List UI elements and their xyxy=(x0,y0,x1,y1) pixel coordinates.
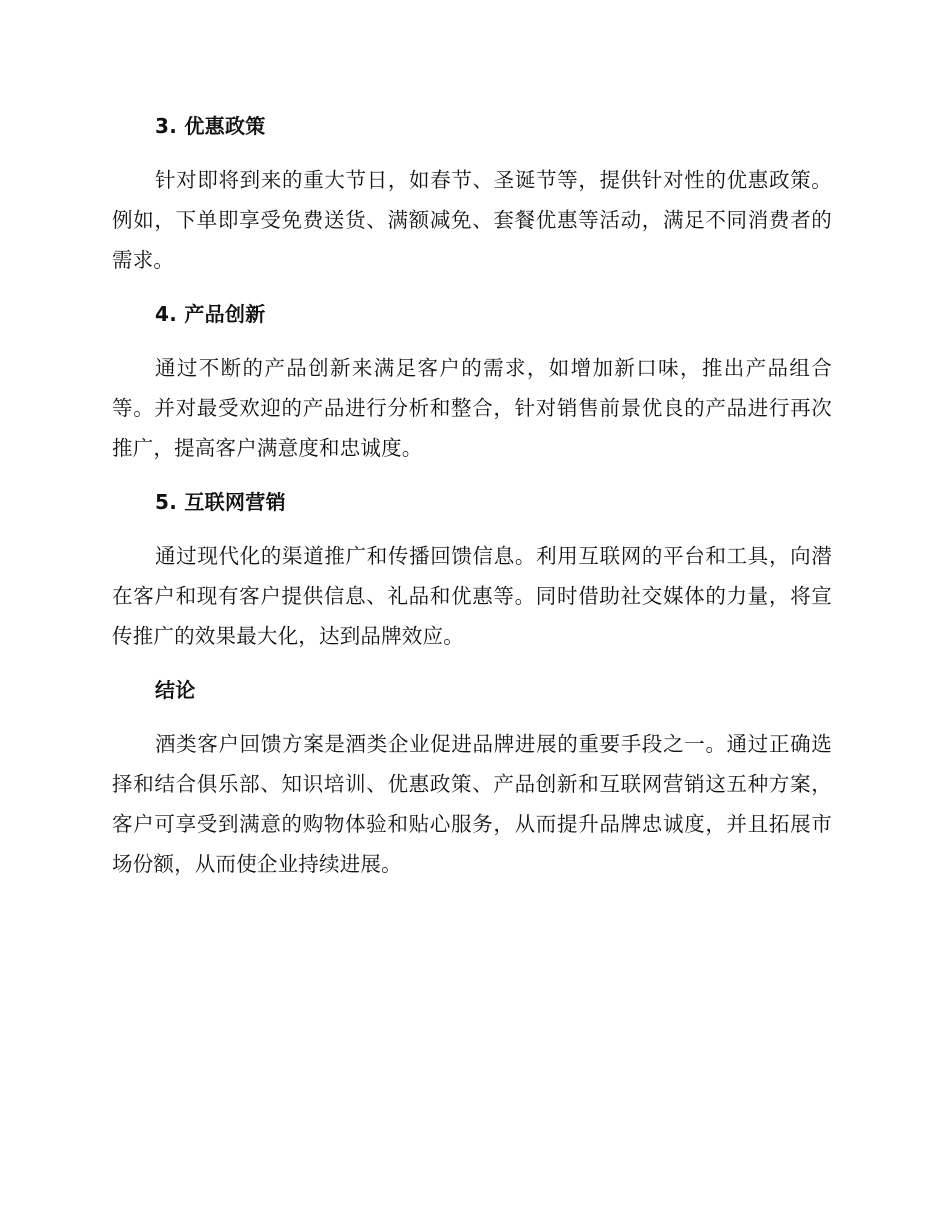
section-heading-internet-marketing: 5. 互联网营销 xyxy=(155,490,286,514)
document-body xyxy=(112,106,832,898)
section-paragraph-conclusion: 酒类客户回馈方案是酒类企业促进品牌进展的重要手段之一。通过正确选择和结合俱乐部、知识培训、优惠政策、产品创新和互联网营销这五种方案，客户可享受到满意的购物体验和贴心服务，从而提升品牌忠诚度，并且拓展市场份额，从而使企业持续进展。 xyxy=(112,732,832,876)
section-heading-conclusion: 结论 xyxy=(155,678,196,702)
section-heading-discount-policy: 3. 优惠政策 xyxy=(155,114,266,138)
section-heading-product-innovation: 4. 产品创新 xyxy=(155,302,266,326)
section-paragraph-product-innovation: 通过不断的产品创新来满足客户的需求，如增加新口味，推出产品组合等。并对最受欢迎的产品进行分析和整合，针对销售前景优良的产品进行再次推广，提高客户满意度和忠诚度。 xyxy=(112,356,832,460)
section-paragraph-discount-policy: 针对即将到来的重大节日，如春节、圣诞节等，提供针对性的优惠政策。例如，下单即享受免费送货、满额减免、套餐优惠等活动，满足不同消费者的需求。 xyxy=(112,168,832,272)
section-paragraph-internet-marketing: 通过现代化的渠道推广和传播回馈信息。利用互联网的平台和工具，向潜在客户和现有客户提供信息、礼品和优惠等。同时借助社交媒体的力量，将宣传推广的效果最大化，达到品牌效应。 xyxy=(112,544,832,648)
